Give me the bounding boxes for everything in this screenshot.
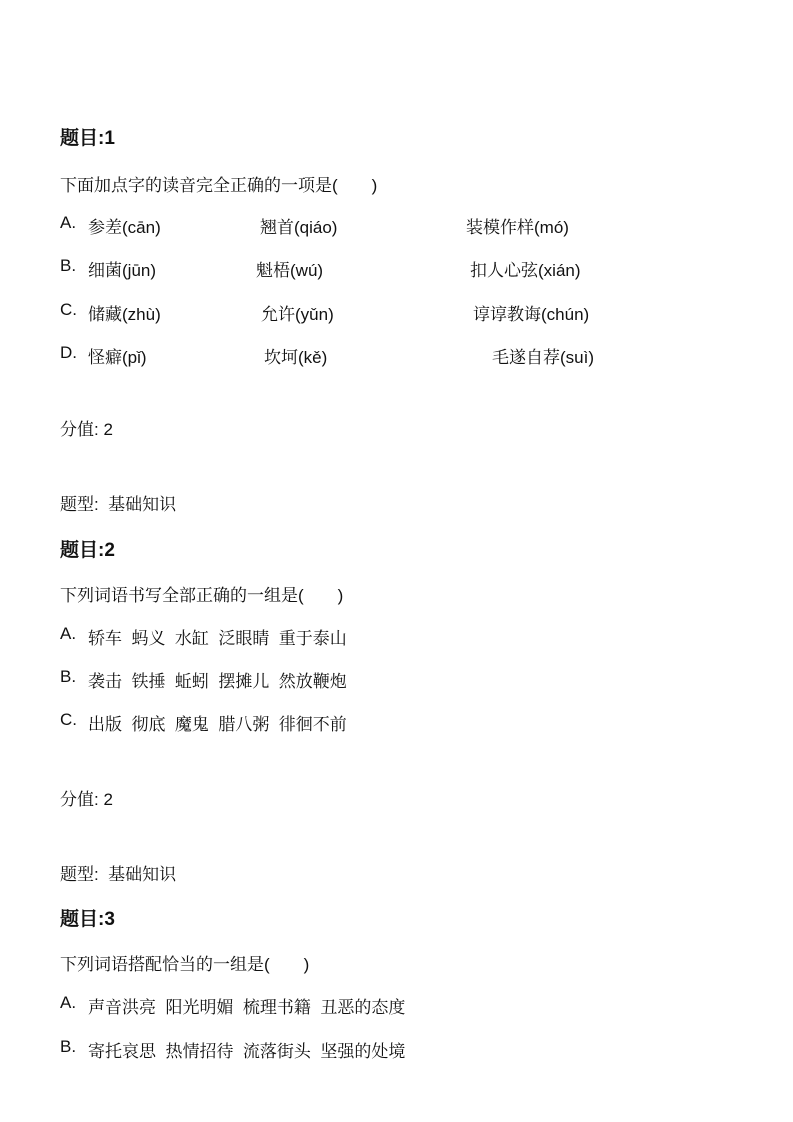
score-label: 分值: 2 <box>60 420 113 439</box>
option-label: C. <box>60 300 77 319</box>
question-stem: 下列词语搭配恰当的一组是( ) <box>60 955 310 974</box>
option-item: 允许(yǔn) <box>261 305 334 324</box>
option-item: 扣人心弦(xián) <box>470 261 581 280</box>
option-row-c <box>60 300 760 324</box>
option-text: 轿车 蚂义 水缸 泛眼睛 重于泰山 <box>88 629 347 648</box>
option-row-a <box>60 213 760 237</box>
option-item: 参差(cān) <box>88 218 161 237</box>
option-label: C. <box>60 710 77 729</box>
question-stem: 下列词语书写全部正确的一组是( ) <box>60 586 344 605</box>
option-row-a <box>60 993 760 1017</box>
score-label: 分值: 2 <box>60 790 113 809</box>
option-row-c <box>60 710 760 734</box>
option-text: 袭击 铁捶 蚯蚓 摆摊儿 然放鞭炮 <box>88 672 347 691</box>
option-text: 声音洪亮 阳光明媚 梳理书籍 丑恶的态度 <box>88 998 406 1017</box>
option-row-b <box>60 256 760 280</box>
question-type-label: 题型: 基础知识 <box>60 865 177 884</box>
option-item: 怪癖(pǐ) <box>88 348 147 367</box>
option-row-b <box>60 1037 760 1061</box>
option-label: B. <box>60 256 77 275</box>
question-type-label: 题型: 基础知识 <box>60 495 177 514</box>
question-title: 题目:2 <box>60 540 115 561</box>
option-label: A. <box>60 993 77 1012</box>
option-label: A. <box>60 213 77 232</box>
option-row-d <box>60 343 760 367</box>
option-label: D. <box>60 343 77 362</box>
option-item: 坎坷(kě) <box>264 348 328 367</box>
question-stem: 下面加点字的读音完全正确的一项是( ) <box>60 176 378 195</box>
option-item: 谆谆教诲(chún) <box>473 305 590 324</box>
option-item: 储藏(zhù) <box>88 305 161 324</box>
option-label: A. <box>60 624 77 643</box>
question-title: 题目:1 <box>60 128 115 149</box>
option-text: 寄托哀思 热情招待 流落街头 坚强的处境 <box>88 1042 406 1061</box>
option-item: 魁梧(wú) <box>256 261 324 280</box>
option-label: B. <box>60 667 77 686</box>
option-row-a <box>60 624 760 648</box>
option-item: 翘首(qiáo) <box>260 218 338 237</box>
question-title: 题目:3 <box>60 909 115 930</box>
option-item: 细菌(jūn) <box>88 261 157 280</box>
option-item: 装模作样(mó) <box>466 218 569 237</box>
option-text: 出版 彻底 魔鬼 腊八粥 徘徊不前 <box>88 715 347 734</box>
option-label: B. <box>60 1037 77 1056</box>
option-item: 毛遂自荐(suì) <box>492 348 594 367</box>
option-row-b <box>60 667 760 691</box>
